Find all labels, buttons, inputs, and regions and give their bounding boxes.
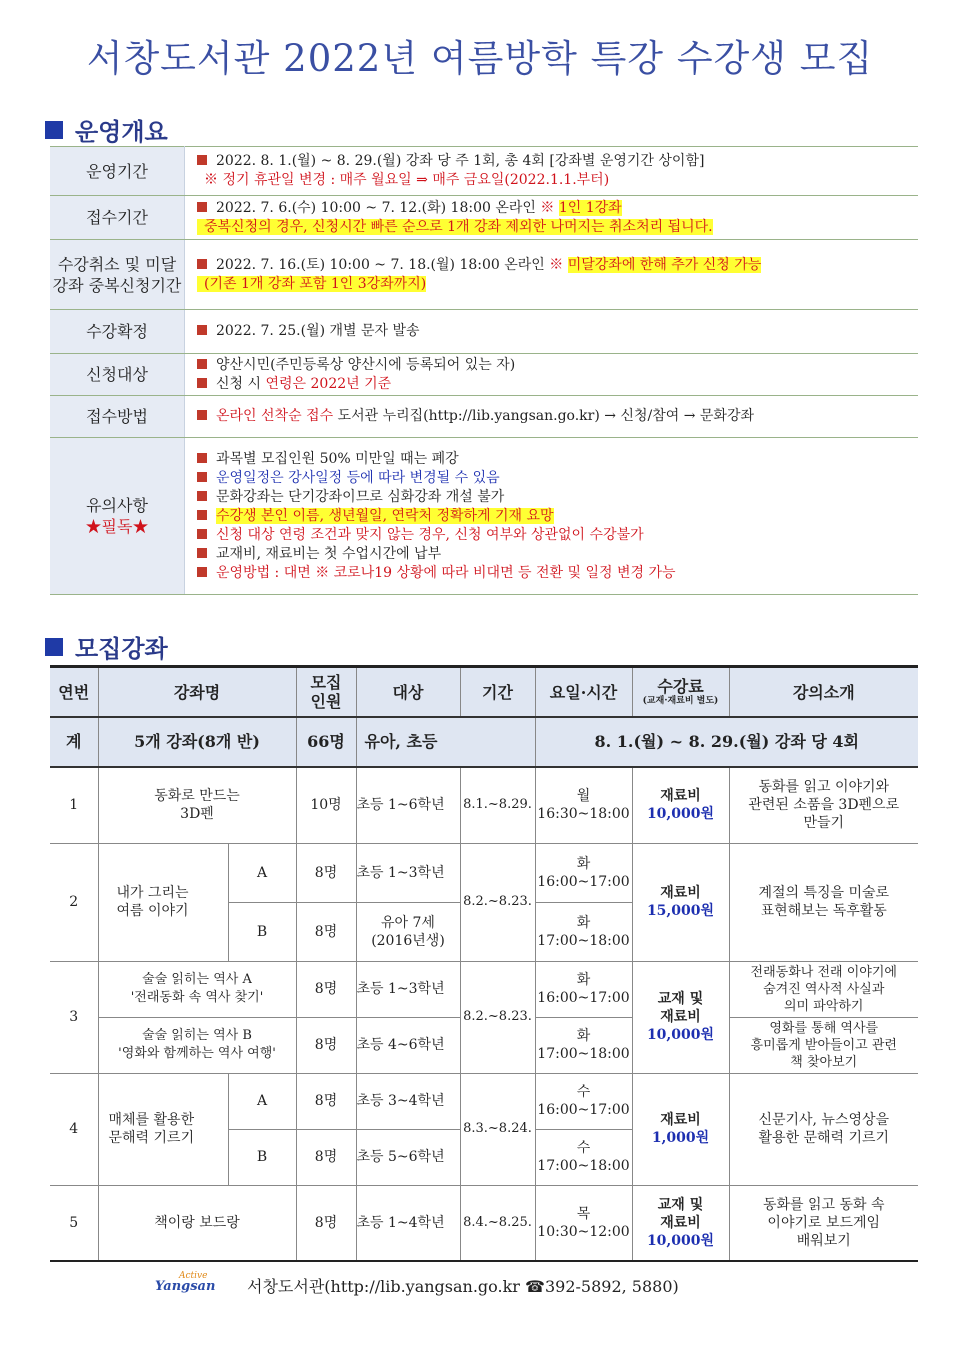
course-hours: 17:00~18:00 <box>537 1046 630 1062</box>
course-hours: 10:30~12:00 <box>537 1223 630 1240</box>
note-item: 문화강좌는 단기강좌이므로 심화강좌 개설 불가 <box>216 488 505 505</box>
fee-label: 재료비 <box>660 1009 701 1025</box>
square-bullet-icon <box>45 121 63 139</box>
course-hours: 16:00~17:00 <box>537 1102 630 1118</box>
overview-row-period <box>50 147 918 196</box>
course-time <box>535 843 632 902</box>
fee-label: 재료비 <box>660 1214 701 1231</box>
col-intro: 강의소개 <box>729 667 918 718</box>
total-name: 5개 강좌(8개 반) <box>98 717 296 767</box>
course-day: 수 <box>576 1140 591 1156</box>
fee-price: 1,000원 <box>651 1130 710 1146</box>
intro-line: 흥미롭게 받아들이고 관련 <box>750 1037 897 1053</box>
fee-label: 재료비 <box>660 1112 701 1128</box>
cancel-line1a: 2022. 7. 16.(토) 10:00 ~ 7. 18.(월) 18:00 온라인 <box>216 256 550 273</box>
course-class: B <box>228 1129 296 1185</box>
course-period: 8.4.~8.25. <box>460 1185 535 1261</box>
intro-line: 표현해보는 독후활동 <box>760 903 887 919</box>
course-name <box>98 1017 296 1073</box>
red-square-bullet-icon <box>197 548 207 558</box>
course-no: 1 <box>50 767 98 843</box>
logo-sub: Active <box>179 1271 208 1281</box>
red-square-bullet-icon <box>197 259 207 269</box>
intro-line: 만들기 <box>803 815 845 832</box>
course-day: 수 <box>576 1084 591 1100</box>
total-target: 유아, 초등 <box>356 717 535 767</box>
target-value <box>185 354 919 396</box>
course-name-1: 술술 읽히는 역사 B <box>142 1028 252 1043</box>
course-hours: 16:00~17:00 <box>537 873 630 890</box>
footer <box>155 1272 855 1298</box>
course-period: 8.1.~8.29. <box>460 767 535 843</box>
table-row <box>50 1073 918 1129</box>
intro-line: 숨겨진 역사적 사실과 <box>763 981 885 997</box>
table-row <box>50 961 918 1017</box>
target-label: 신청대상 <box>50 354 185 396</box>
course-name-2: '전래동화 속 역사 찾기' <box>130 990 264 1005</box>
course-name-2: 3D펜 <box>180 806 214 823</box>
course-name-1: 내가 그리는 <box>116 885 189 901</box>
intro-line: 전래동화나 전래 이야기에 <box>750 964 897 980</box>
intro-line: 신문기사, 뉴스영상을 <box>758 1112 890 1128</box>
course-intro <box>729 767 918 843</box>
method-line1b[interactable]: 도서관 누리집(http://lib.yangsan.go.kr) → 신청/참여 → 문화강좌 <box>337 408 754 424</box>
cancel-line1b: ※ <box>549 256 568 273</box>
col-no: 연번 <box>50 667 98 718</box>
course-name-1: 동화로 만드는 <box>154 788 240 805</box>
course-intro <box>729 1017 918 1073</box>
period-label: 운영기간 <box>50 147 185 196</box>
red-square-bullet-icon <box>197 202 207 212</box>
red-square-bullet-icon <box>197 325 207 335</box>
note-item: 신청 대상 연령 조건과 맞지 않는 경우, 신청 여부와 상관없이 수강불가 <box>216 526 644 543</box>
course-fee <box>632 1185 729 1261</box>
note-item: 과목별 모집인원 50% 미만일 때는 폐강 <box>216 450 459 467</box>
overview-row-cancel <box>50 240 918 310</box>
logo-main: Yangsan <box>155 1279 216 1294</box>
courses-table <box>50 665 918 1262</box>
course-hours: 16:30~18:00 <box>537 806 630 823</box>
intro-line: 영화를 통해 역사를 <box>769 1020 879 1036</box>
method-value <box>185 396 919 438</box>
intro-line: 관련된 소품을 3D펜으로 <box>748 797 900 814</box>
course-target: 초등 5~6학년 <box>356 1129 460 1185</box>
course-day: 목 <box>576 1205 591 1222</box>
course-day: 화 <box>576 855 591 872</box>
course-intro <box>729 1073 918 1185</box>
red-square-bullet-icon <box>197 567 207 577</box>
course-day: 월 <box>576 788 591 805</box>
course-capacity: 8명 <box>296 902 356 961</box>
course-no: 3 <box>50 961 98 1073</box>
course-intro <box>729 843 918 961</box>
notes-must-read: ★필독★ <box>85 517 149 536</box>
course-period: 8.3.~8.24. <box>460 1073 535 1185</box>
confirm-line1: 2022. 7. 25.(월) 개별 문자 발송 <box>216 323 420 339</box>
course-no: 5 <box>50 1185 98 1261</box>
reception-line1a: 2022. 7. 6.(수) 10:00 ~ 7. 12.(화) 18:00 온라인 <box>216 199 541 216</box>
course-capacity: 8명 <box>296 961 356 1017</box>
course-day: 화 <box>576 1028 591 1044</box>
fee-label: 교재 및 <box>657 1196 704 1213</box>
course-capacity: 10명 <box>296 767 356 843</box>
course-name <box>98 1073 228 1185</box>
total-no: 계 <box>50 717 98 767</box>
course-period: 8.2.~8.23. <box>460 961 535 1073</box>
course-day: 화 <box>576 972 591 988</box>
confirm-value <box>185 310 919 354</box>
course-hours: 17:00~18:00 <box>537 932 630 949</box>
section-overview-title: 운영개요 <box>75 117 168 146</box>
col-name: 강좌명 <box>98 667 296 718</box>
red-square-bullet-icon <box>197 510 207 520</box>
col-capacity-1: 모집 <box>310 673 342 692</box>
course-name <box>98 767 296 843</box>
square-bullet-icon <box>45 638 63 656</box>
note-item: 교재비, 재료비는 첫 수업시간에 납부 <box>216 545 442 562</box>
course-time <box>535 1073 632 1129</box>
page-title: 서창도서관 2022년 여름방학 특강 수강생 모집 <box>86 37 874 80</box>
course-time <box>535 1017 632 1073</box>
cancel-label: 수강취소 및 미달강좌 중복신청기간 <box>50 240 185 310</box>
course-time <box>535 1129 632 1185</box>
course-name <box>98 961 296 1017</box>
overview-row-confirm <box>50 310 918 354</box>
course-capacity: 8명 <box>296 843 356 902</box>
notes-label-cell <box>50 438 185 595</box>
course-time <box>535 767 632 843</box>
reception-line1b: ※ <box>540 199 559 216</box>
total-capacity: 66명 <box>296 717 356 767</box>
notes-value <box>185 438 919 595</box>
section-overview-heading <box>45 112 168 147</box>
red-square-bullet-icon <box>197 529 207 539</box>
note-item: 수강생 본인 이름, 생년월일, 연락처 정확하게 기재 요망 <box>216 507 554 524</box>
total-row <box>50 717 918 767</box>
course-time <box>535 1185 632 1261</box>
yangsan-logo <box>155 1273 217 1297</box>
red-square-bullet-icon <box>197 410 207 420</box>
table-row <box>50 843 918 902</box>
red-square-bullet-icon <box>197 491 207 501</box>
period-value <box>185 147 919 196</box>
course-no: 4 <box>50 1073 98 1185</box>
section-courses-heading <box>45 629 168 664</box>
course-no: 2 <box>50 843 98 961</box>
section-courses-title: 모집강좌 <box>75 634 168 663</box>
fee-label: 재료비 <box>660 885 701 901</box>
intro-line: 동화를 읽고 이야기와 <box>758 779 890 796</box>
target-line2a: 신청 시 <box>216 375 266 392</box>
course-class: A <box>228 1073 296 1129</box>
course-target: 초등 4~6학년 <box>356 1017 460 1073</box>
period-line1: 2022. 8. 1.(월) ~ 8. 29.(월) 강좌 당 주 1회, 총 4회 [강좌별 운영기간 상이함] <box>216 153 705 169</box>
cancel-line2: (기존 1개 강좌 포함 1인 3강좌까지) <box>197 276 426 292</box>
intro-line: 활용한 문해력 기르기 <box>758 1130 890 1146</box>
col-time: 요일·시간 <box>535 667 632 718</box>
course-fee <box>632 767 729 843</box>
course-target-2: (2016년생) <box>371 932 445 949</box>
course-name <box>98 843 228 961</box>
intro-line: 동화를 읽고 동화 속 <box>762 1196 885 1213</box>
course-fee <box>632 961 729 1073</box>
overview-row-method <box>50 396 918 438</box>
overview-row-target <box>50 354 918 396</box>
reception-line2: 중복신청의 경우, 신청시간 빠른 순으로 1개 강좌 제외한 나머지는 취소처리 됩니다. <box>197 219 713 235</box>
method-label: 접수방법 <box>50 396 185 438</box>
footer-text: 서창도서관(http://lib.yangsan.go.kr ☎392-5892, 5880) <box>247 1276 679 1296</box>
course-time <box>535 902 632 961</box>
course-name-2: 여름 이야기 <box>116 903 189 919</box>
period-line2: ※ 정기 휴관일 변경 : 매주 월요일 ⇒ 매주 금요일(2022.1.1.부터) <box>204 172 610 188</box>
target-line2b: 연령은 2022년 기준 <box>265 375 392 392</box>
fee-price: 15,000원 <box>646 903 715 919</box>
cancel-line1c: 미달강좌에 한해 추가 신청 가능 <box>567 256 762 273</box>
overview-table <box>50 146 918 595</box>
total-period: 8. 1.(월) ~ 8. 29.(월) 강좌 당 4회 <box>535 717 918 767</box>
target-line1: 양산시민(주민등록상 양산시에 등록되어 있는 자) <box>216 356 516 373</box>
fee-price: 10,000원 <box>646 806 715 823</box>
fee-price: 10,000원 <box>646 1027 715 1043</box>
red-square-bullet-icon <box>197 359 207 369</box>
col-period: 기간 <box>460 667 535 718</box>
course-name: 책이랑 보드랑 <box>98 1185 296 1261</box>
course-fee <box>632 1073 729 1185</box>
course-name-2: '영화와 함께하는 역사 여행' <box>118 1046 276 1061</box>
course-target: 초등 1~4학년 <box>356 1185 460 1261</box>
col-capacity <box>296 667 356 718</box>
method-line1a: 온라인 선착순 접수 <box>216 408 338 424</box>
course-period: 8.2.~8.23. <box>460 843 535 961</box>
notes-label: 유의사항 <box>86 496 148 515</box>
intro-line: 배워보기 <box>796 1232 851 1249</box>
overview-row-reception <box>50 196 918 240</box>
course-name-2: 문해력 기르기 <box>108 1130 195 1146</box>
course-intro <box>729 961 918 1017</box>
intro-line: 이야기로 보드게임 <box>767 1214 881 1231</box>
intro-line: 책 찾아보기 <box>790 1054 858 1070</box>
confirm-label: 수강확정 <box>50 310 185 354</box>
course-intro <box>729 1185 918 1261</box>
red-square-bullet-icon <box>197 378 207 388</box>
course-class: A <box>228 843 296 902</box>
course-time <box>535 961 632 1017</box>
intro-line: 계절의 특징을 미술로 <box>758 885 890 901</box>
course-hours: 16:00~17:00 <box>537 990 630 1006</box>
reception-label: 접수기간 <box>50 196 185 240</box>
course-name-1: 술술 읽히는 역사 A <box>142 972 252 987</box>
table-row <box>50 767 918 843</box>
course-target <box>356 902 460 961</box>
course-target: 초등 1~3학년 <box>356 961 460 1017</box>
red-square-bullet-icon <box>197 453 207 463</box>
col-fee-note: (교재·재료비 별도) <box>642 696 719 706</box>
fee-price: 10,000원 <box>646 1232 715 1249</box>
red-square-bullet-icon <box>197 155 207 165</box>
cancel-value <box>185 240 919 310</box>
course-hours: 17:00~18:00 <box>537 1158 630 1174</box>
course-name-1: 매체를 활용한 <box>108 1112 195 1128</box>
course-capacity: 8명 <box>296 1017 356 1073</box>
course-class: B <box>228 902 296 961</box>
red-square-bullet-icon <box>197 472 207 482</box>
fee-label: 재료비 <box>660 788 701 805</box>
col-fee-label: 수강료 <box>657 677 704 696</box>
course-capacity: 8명 <box>296 1129 356 1185</box>
col-capacity-2: 인원 <box>310 692 342 711</box>
course-target-1: 유아 7세 <box>381 914 435 931</box>
note-item: 운영일정은 강사일정 등에 따라 변경될 수 있음 <box>216 469 500 486</box>
course-target: 초등 1~6학년 <box>356 767 460 843</box>
course-target: 초등 3~4학년 <box>356 1073 460 1129</box>
note-item: 운영방법 : 대면 ※ 코로나19 상황에 따라 비대면 등 전환 및 일정 변경 가능 <box>216 564 676 581</box>
courses-header-row <box>50 667 918 718</box>
table-row <box>50 1185 918 1261</box>
course-capacity: 8명 <box>296 1073 356 1129</box>
reception-line1c: 1인 1강좌 <box>558 199 622 216</box>
col-fee <box>632 667 729 718</box>
course-target: 초등 1~3학년 <box>356 843 460 902</box>
course-capacity: 8명 <box>296 1185 356 1261</box>
course-fee <box>632 843 729 961</box>
course-day: 화 <box>576 914 591 931</box>
reception-value <box>185 196 919 240</box>
col-target: 대상 <box>356 667 460 718</box>
overview-row-notes <box>50 438 918 595</box>
fee-label: 교재 및 <box>657 991 704 1007</box>
intro-line: 의미 파악하기 <box>784 998 864 1014</box>
